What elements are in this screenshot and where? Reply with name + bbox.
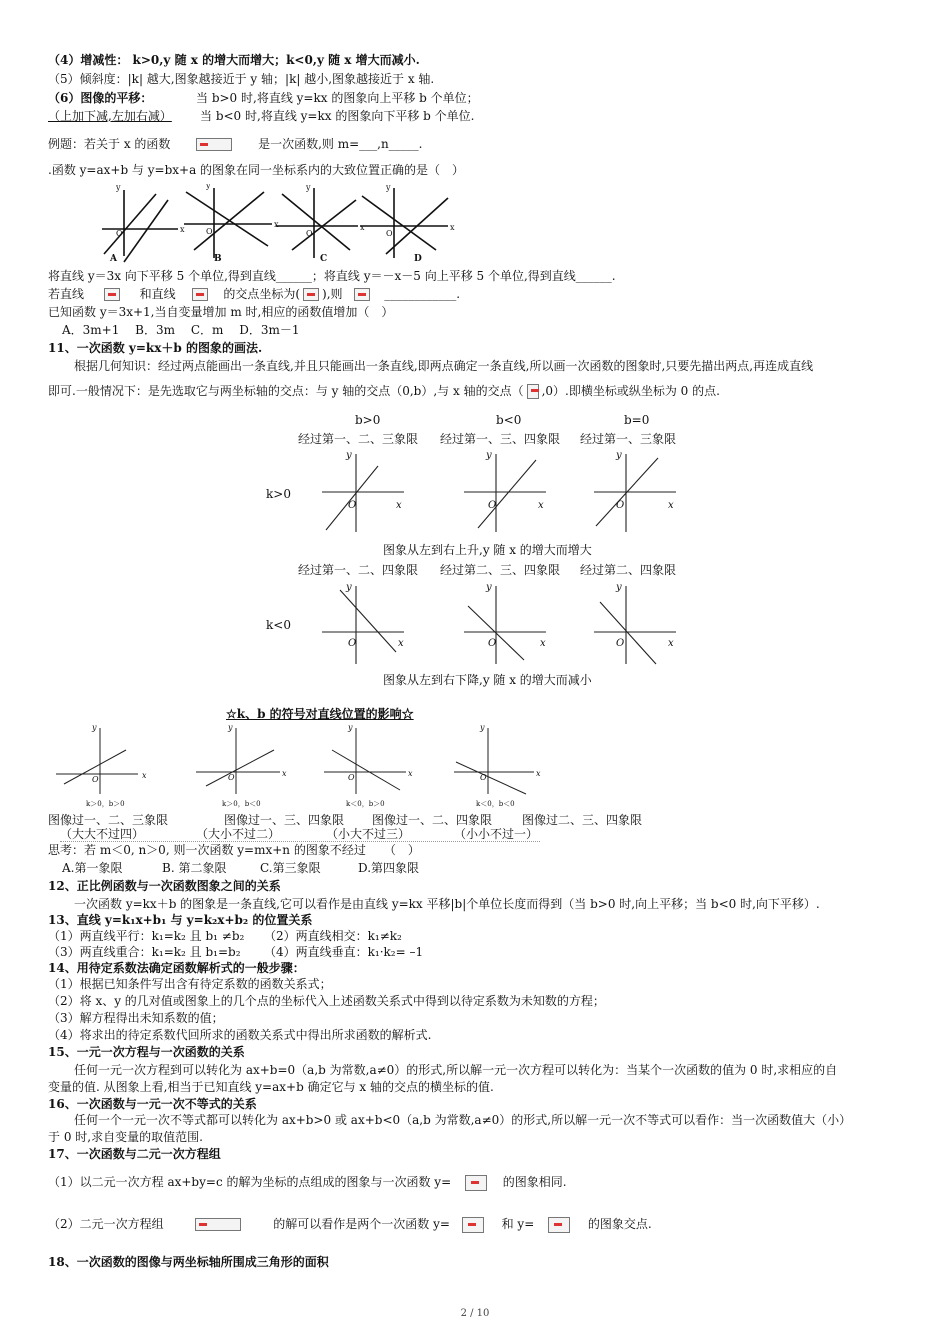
kb-g2-y-label: y	[228, 723, 233, 732]
col-head-bneg: b<0	[496, 413, 522, 427]
increasing-property: （4）增减性： k>0,y 随 x 的增大而增大；k<0,y 随 x 增大而减小.	[48, 53, 420, 67]
section-17-item-2c: 和 y=	[501, 1217, 535, 1231]
section-17-title: 17、一次函数与二元一次方程组	[48, 1147, 221, 1161]
kb-g3-origin: O	[348, 773, 355, 782]
graph-b-origin: O	[206, 227, 213, 236]
example-4-text-c: 的交点坐标为(	[223, 287, 301, 301]
kb-g3-condition: k＜0，b＞0	[346, 800, 385, 808]
think-question: 思考：若 m＜0, n＞0, 则一次函数 y=mx+n 的图象不经过 （ ）	[48, 843, 420, 857]
kpos-g1-line	[326, 466, 378, 530]
kneg-g2-origin: O	[488, 638, 497, 649]
section-17-item-2b: 的解可以看作是两个一次函数 y=	[273, 1217, 450, 1231]
kb-mnemonic-1: （大大不过四）	[60, 827, 145, 841]
example-5-options: A．3m+1 B．3m C．m D．3m－1	[62, 323, 300, 337]
kb-g2-condition: k＞0，b＜0	[222, 800, 261, 808]
kpos-g1-y-label: y	[346, 450, 352, 461]
kneg-g2-x-label: x	[540, 638, 546, 649]
translation-up: 当 b>0 时,将直线 y=kx 的图象向上平移 b 个单位；	[196, 91, 479, 105]
example-1-text: 例题：若关于 x 的函数	[48, 137, 171, 151]
kpos-g2-line	[478, 460, 536, 528]
kpos-g3-x-label: x	[668, 500, 674, 511]
kpos-g2-origin: O	[488, 500, 497, 511]
section-11-para-2	[48, 383, 720, 399]
example-4	[48, 286, 460, 302]
kb-g1-y-label: y	[92, 723, 97, 732]
slope-property: （5）倾斜度：|k| 越大,图象越接近于 y 轴；|k| 越小,图象越接近于 x 轴.	[48, 72, 435, 86]
section-13-title: 13、直线 y=k₁x+b₁ 与 y=k₂x+b₂ 的位置关系	[48, 913, 313, 927]
think-option-b: B. 第二象限	[162, 861, 227, 875]
formula-image-icon	[196, 138, 232, 151]
section-15-para-2: 变量的值. 从图象上看,相当于已知直线 y=ax+b 确定它与 x 轴的交点的横坐标的值.	[48, 1080, 494, 1094]
example-3: 将直线 y＝3x 向下平移 5 个单位,得到直线______；将直线 y＝－x－5 向上平移 5 个单位,得到直线______.	[48, 269, 616, 283]
step-4: （4）将求出的待定系数代回所求的函数关系式中得出所求函数的解析式.	[48, 1028, 432, 1042]
step-1: （1）根据已知条件写出含有待定系数的函数关系式；	[48, 977, 332, 991]
section-15-para-1: 任何一元一次方程到可以转化为 ax+b=0（a,b 为常数,a≠0）的形式,所以解一元一次方程可以转化为：当某个一次函数的值为 0 时,求相应的自	[74, 1063, 838, 1077]
graph-d-origin: O	[386, 229, 393, 238]
formula-image-icon	[303, 288, 319, 301]
section-17-item-2d: 的图象交点.	[587, 1217, 652, 1231]
translation-heading: （6）图像的平移：	[48, 91, 153, 105]
kb-graph-desc-4: 图像过二、三、四象限	[522, 813, 643, 827]
graph-c-x-label: x	[360, 223, 365, 232]
kneg-quadrant-3: 经过第二、四象限	[580, 563, 677, 577]
kb-graph-desc-2: 图像过一、三、四象限	[224, 813, 345, 827]
intersect-condition: （2）两直线相交：k₁≠k₂	[264, 929, 402, 943]
graph-a-x-label: x	[180, 225, 185, 234]
section-14-title: 14、用待定系数法确定函数解析式的一般步骤：	[48, 961, 305, 975]
think-option-a: A.第一象限	[62, 861, 123, 875]
perpendicular-condition: （4）两直线垂直：k₁·k₂= –1	[264, 945, 424, 959]
formula-image-icon	[548, 1217, 570, 1233]
equation-system-image-icon	[195, 1218, 241, 1231]
kb-g4-y-label: y	[480, 723, 485, 732]
kneg-g3-origin: O	[616, 638, 625, 649]
formula-image-icon	[462, 1217, 484, 1233]
graph-c-y-label: y	[306, 184, 311, 192]
kb-g4-origin: O	[480, 773, 487, 782]
graph-c-label: C	[320, 254, 328, 264]
kb-g1-x-label: x	[142, 771, 147, 780]
kneg-label: k<0	[266, 618, 291, 632]
example-2-graphs	[96, 184, 466, 264]
section-17-item-2	[48, 1216, 652, 1233]
coincide-condition: （3）两直线重合：k₁=k₂ 且 b₁=b₂	[48, 945, 241, 959]
kb-mnemonic-4: （小小不过一）	[454, 827, 539, 841]
graph-b-line-2	[194, 192, 264, 250]
kneg-g1-origin: O	[348, 638, 357, 649]
kneg-g3-y-label: y	[616, 582, 622, 593]
graph-d-x-label: x	[450, 223, 455, 232]
example-4-blank: ____________.	[384, 287, 461, 301]
example-4-text-b: 和直线	[139, 287, 176, 301]
formula-image-icon	[192, 288, 208, 301]
kb-g3-y-label: y	[348, 723, 353, 732]
section-16-para-1: 任何一个一元一次不等式都可以转化为 ax+b>0 或 ax+b<0（a,b 为常数,a≠0）的形式,所以解一元一次不等式可以看作：当一次函数值大（小）	[74, 1113, 852, 1127]
translation-mnemonic: （上加下减,左加右减）	[48, 109, 172, 123]
kb-graph-desc-3: 图像过一、二、四象限	[372, 813, 493, 827]
kneg-g1-x-label: x	[398, 638, 404, 649]
think-option-d: D.第四象限	[358, 861, 420, 875]
kb-mnemonic-2: （大小不过二）	[196, 827, 281, 841]
kb-g4-condition: k＜0，b＜0	[476, 800, 515, 808]
kpos-graphs	[318, 448, 698, 536]
graph-c-line-1	[282, 194, 350, 250]
example-2: .函数 y=ax+b 与 y=bx+a 的图象在同一坐标系内的大致位置正确的是（ ）	[48, 163, 465, 177]
kpos-quadrant-3: 经过第一、三象限	[580, 432, 677, 446]
parallel-condition: （1）两直线平行：k₁=k₂ 且 b₁ ≠b₂	[48, 929, 245, 943]
kneg-caption: 图象从左到右下降,y 随 x 的增大而减小	[383, 673, 592, 687]
section-12-para: 一次函数 y=kx＋b 的图象是一条直线,它可以看作是由直线 y=kx 平移|b|个单位长度而得到（当 b>0 时,向上平移；当 b<0 时,向下平移）.	[74, 897, 820, 911]
graph-c-origin: O	[306, 229, 313, 238]
section-17-item-1	[48, 1174, 567, 1191]
kb-g1-condition: k＞0，b＞0	[86, 800, 125, 808]
section-17-item-1b: 的图象相同.	[502, 1175, 567, 1189]
graph-a-origin: O	[116, 229, 123, 238]
section-11-para-2b: ,0）.即横坐标或纵坐标为 0 的点.	[541, 384, 720, 398]
graph-d-y-label: y	[386, 184, 391, 192]
step-3: （3）解方程得出未知系数的值；	[48, 1011, 224, 1025]
kpos-g2-y-label: y	[486, 450, 492, 461]
kpos-quadrant-1: 经过第一、二、三象限	[298, 432, 419, 446]
kb-g3-line	[332, 750, 400, 790]
section-11-title: 11、一次函数 y=kx＋b 的图象的画法.	[48, 341, 263, 355]
graph-b-x-label: x	[274, 220, 279, 229]
section-17-item-2a: （2）二元一次方程组	[48, 1217, 164, 1231]
formula-image-icon	[465, 1175, 487, 1191]
formula-image-icon	[104, 288, 120, 301]
example-1	[48, 136, 422, 152]
graph-a-y-label: y	[116, 184, 121, 192]
section-12-title: 12、正比例函数与一次函数图象之间的关系	[48, 879, 281, 893]
section-11-para-2a: 即可.一般情况下：是先选取它与两坐标轴的交点：与 y 轴的交点（0,b）,与 x 轴的交点（	[48, 384, 524, 398]
example-4-text-a: 若直线	[48, 287, 85, 301]
kb-g2-x-label: x	[282, 769, 287, 778]
kneg-g1-y-label: y	[346, 582, 352, 593]
kneg-quadrant-2: 经过第二、三、四象限	[440, 563, 561, 577]
graph-d-label: D	[414, 254, 422, 264]
kpos-g2-x-label: x	[538, 500, 544, 511]
graph-b-label: B	[214, 254, 222, 264]
section-17-item-1a: （1）以二元一次方程 ax+by=c 的解为坐标的点组成的图象与一次函数 y=	[48, 1175, 452, 1189]
translation-down: 当 b<0 时,将直线 y=kx 的图象向下平移 b 个单位.	[200, 109, 475, 123]
section-15-title: 15、一元一次方程与一次函数的关系	[48, 1045, 245, 1059]
kb-mnemonic-3: （小大不过三）	[326, 827, 411, 841]
kpos-g1-origin: O	[348, 500, 357, 511]
col-head-bpos: b>0	[355, 413, 381, 427]
graph-a-line-1	[104, 194, 156, 254]
page-number: 2 / 10	[460, 1308, 490, 1319]
kpos-label: k>0	[266, 487, 291, 501]
kb-g2-line	[206, 750, 274, 786]
kneg-graphs	[318, 580, 698, 668]
kb-g4-line	[456, 762, 526, 794]
graph-c-line-2	[292, 200, 356, 250]
graph-b-line-1	[186, 192, 268, 246]
kneg-quadrant-1: 经过第一、二、四象限	[298, 563, 419, 577]
kb-graph-desc-1: 图像过一、二、三象限	[48, 813, 169, 827]
example-1-question: 是一次函数,则 m=___,n_____.	[258, 137, 423, 151]
section-11-para-1: 根据几何知识：经过两点能画出一条直线,并且只能画出一条直线,即两点确定一条直线,所以画一次函数的图象时,只要先描出两点,再连成直线	[74, 359, 814, 373]
kpos-caption: 图象从左到右上升,y 随 x 的增大而增大	[383, 543, 592, 557]
formula-image-icon	[354, 288, 370, 301]
kpos-g1-x-label: x	[396, 500, 402, 511]
kneg-g3-line	[600, 602, 656, 664]
section-18-title: 18、一次函数的图像与两坐标轴所围成三角形的面积	[48, 1255, 329, 1269]
fraction-image-icon	[527, 384, 539, 399]
section-16-title: 16、一次函数与一元一次不等式的关系	[48, 1097, 257, 1111]
section-16-para-2: 于 0 时,求自变量的取值范围.	[48, 1130, 203, 1144]
example-4-text-d: ),则	[322, 287, 343, 301]
kb-section-title: ☆k、b 的符号对直线位置的影响☆	[226, 707, 414, 721]
kb-g4-x-label: x	[536, 769, 541, 778]
kneg-g3-x-label: x	[668, 638, 674, 649]
kpos-g3-origin: O	[616, 500, 625, 511]
step-2: （2）将 x、y 的几对值或图象上的几个点的坐标代入上述函数关系式中得到以待定系数为未知数的方程；	[48, 994, 605, 1008]
graph-a-label: A	[110, 254, 117, 264]
kneg-g2-y-label: y	[486, 582, 492, 593]
graph-a-line-2	[124, 200, 168, 262]
kb-graphs	[56, 722, 546, 812]
kpos-quadrant-2: 经过第一、三、四象限	[440, 432, 561, 446]
think-option-c: C.第三象限	[260, 861, 321, 875]
kb-g1-origin: O	[92, 775, 99, 784]
example-5: 已知函数 y＝3x+1,当自变量增加 m 时,相应的函数值增加（ ）	[48, 305, 394, 319]
col-head-bzero: b=0	[624, 413, 650, 427]
kpos-g3-y-label: y	[616, 450, 622, 461]
kb-g3-x-label: x	[408, 769, 413, 778]
graph-b-y-label: y	[206, 184, 211, 190]
kb-g2-origin: O	[228, 773, 235, 782]
